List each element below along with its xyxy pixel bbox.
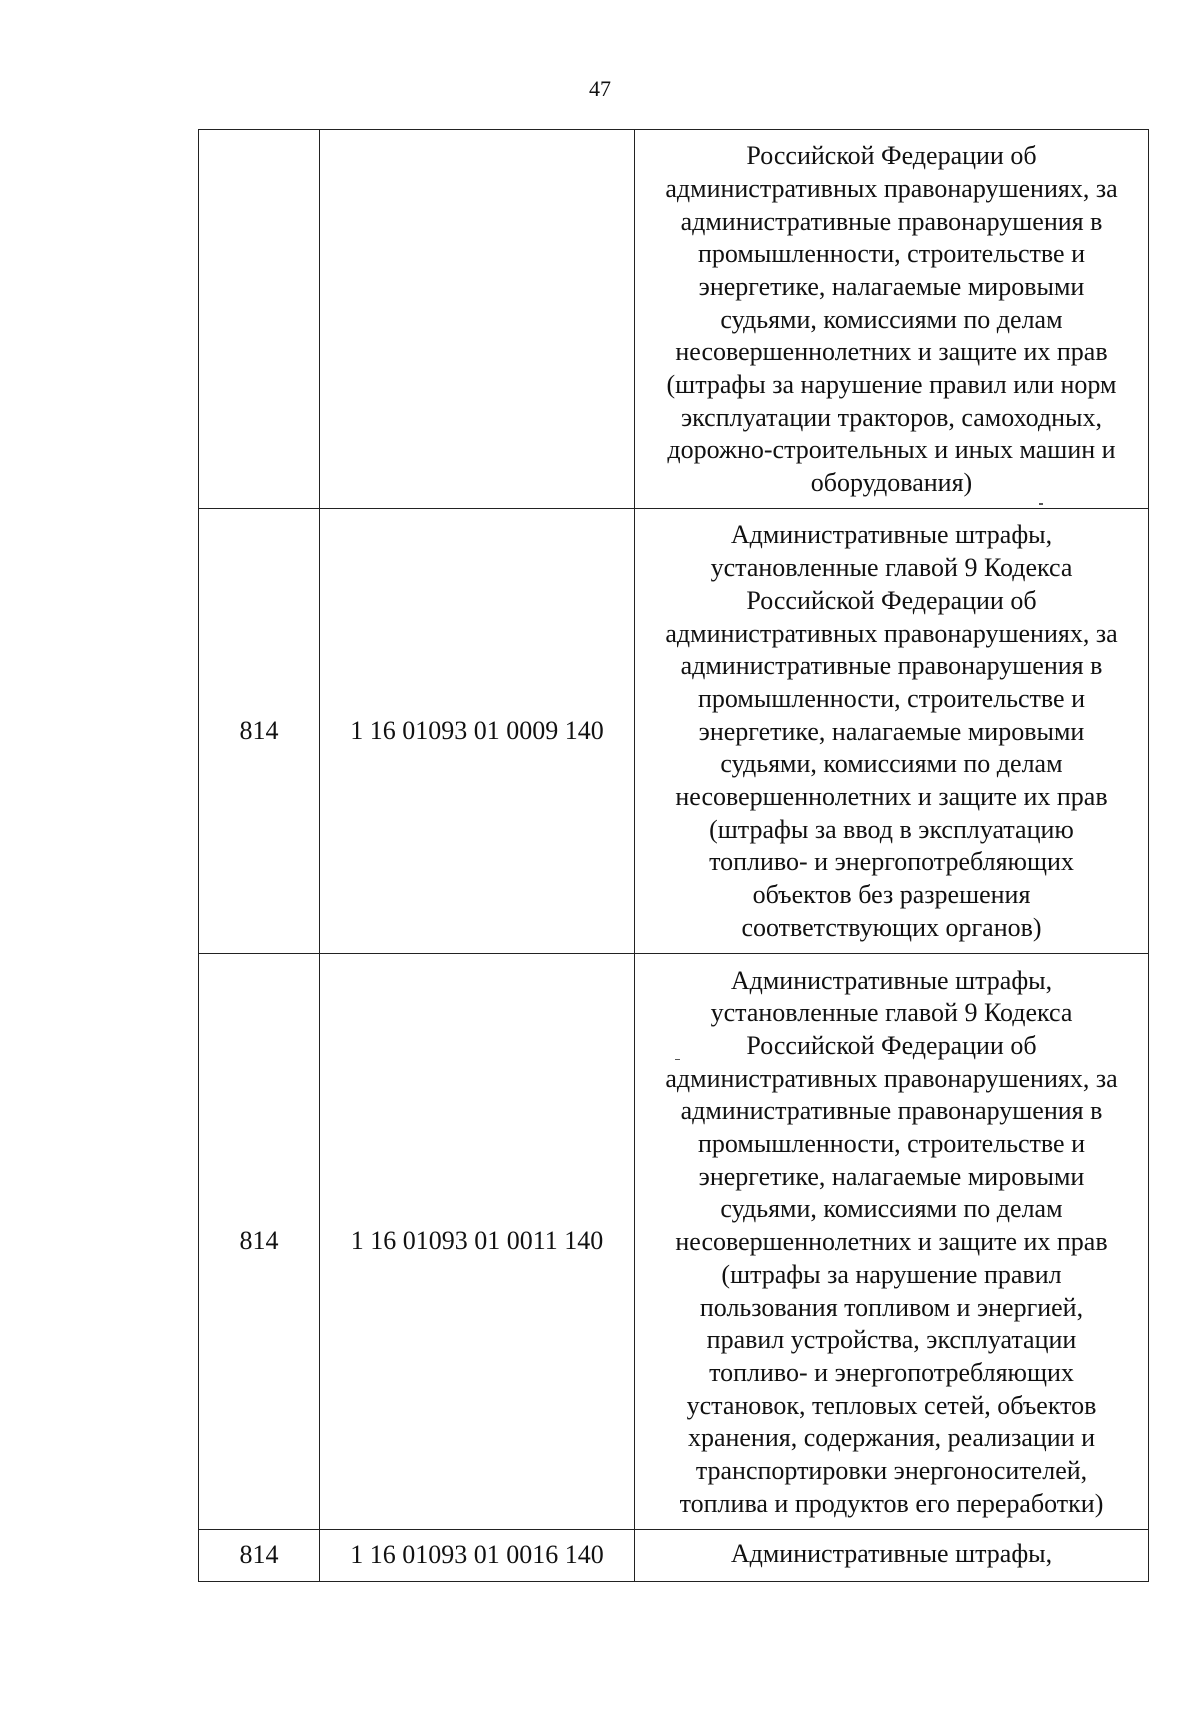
scan-speck [675,1059,680,1060]
description-cell: Административные штрафы, [635,1530,1149,1582]
admin-code-cell: 814 [199,1530,320,1582]
revenue-codes-table [198,129,1149,1582]
page-number: 47 [589,76,611,101]
table-row [199,954,1149,1530]
description-cell: Административные штрафы, установленные главой 9 Кодекса Российской Федерации об административных правонарушениях, за административные правонарушения в промышленности, строительстве и энергетике, налагаемые мировыми судьями, комиссиями по делам несовершеннолетних и защите их прав (штрафы за нарушение правил пользования топливом и энергией, правил устройства, эксплуатации топливо- и энергопотребляющих установок, тепловых сетей, объектов хранения, содержания, реализации и транспортировки энергоносителей, топлива и продуктов его переработки) [635,954,1149,1530]
kbk-code-cell: 1 16 01093 01 0011 140 [320,954,635,1530]
description-cell: Российской Федерации об административных правонарушениях, за административные правонарушения в промышленности, строительстве и энергетике, налагаемые мировыми судьями, комиссиями по делам несовершеннолетних и защите их прав (штрафы за нарушение правил или норм эксплуатации тракторов, самоходных, дорожно-строительных и иных машин и оборудования) [635,130,1149,509]
description-cell: Административные штрафы, установленные главой 9 Кодекса Российской Федерации об административных правонарушениях, за административные правонарушения в промышленности, строительстве и энергетике, налагаемые мировыми судьями, комиссиями по делам несовершеннолетних и защите их прав (штрафы за ввод в эксплуатацию топливо- и энергопотребляющих объектов без разрешения соответствующих органов) [635,509,1149,954]
table-row [199,130,1149,509]
table-row [199,1530,1149,1582]
kbk-code-cell: 1 16 01093 01 0009 140 [320,509,635,954]
kbk-code-cell: 1 16 01093 01 0016 140 [320,1530,635,1582]
admin-code-cell [199,130,320,509]
kbk-code-cell [320,130,635,509]
admin-code-cell: 814 [199,954,320,1530]
table-row [199,509,1149,954]
admin-code-cell: 814 [199,509,320,954]
scan-speck [1039,503,1043,505]
